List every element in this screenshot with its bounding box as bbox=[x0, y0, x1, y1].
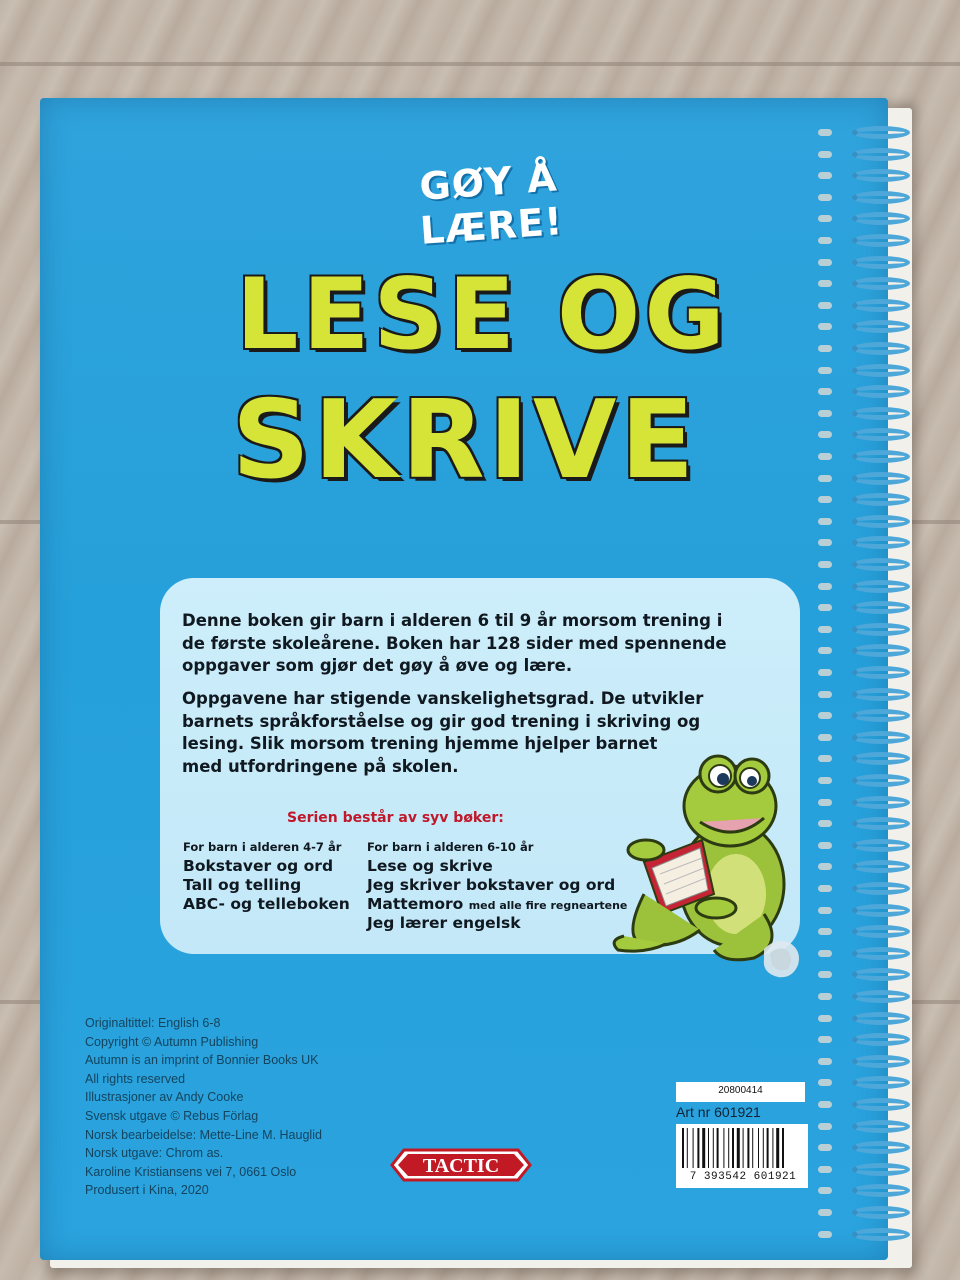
series-right-book: Lese og skrive bbox=[367, 857, 493, 875]
binding-hole bbox=[818, 1123, 832, 1130]
spiral-coil bbox=[852, 148, 910, 161]
spiral-coil bbox=[852, 191, 910, 204]
spiral-coil bbox=[852, 1206, 910, 1219]
barcode-digits: 7 393542 601921 bbox=[689, 1171, 797, 1183]
binding-hole bbox=[818, 259, 832, 266]
binding-hole bbox=[818, 323, 832, 330]
binding-hole bbox=[818, 1231, 832, 1238]
series-left-book: Tall og telling bbox=[183, 876, 302, 894]
barcode-bar bbox=[708, 1128, 709, 1168]
binding-hole bbox=[818, 237, 832, 244]
spiral-coil bbox=[852, 1012, 910, 1025]
spiral-coil bbox=[852, 364, 910, 377]
binding-hole bbox=[818, 431, 832, 438]
credit-line: All rights reserved bbox=[85, 1071, 186, 1086]
barcode-bar bbox=[747, 1128, 749, 1168]
barcode-bar bbox=[776, 1128, 779, 1168]
binding-hole bbox=[818, 734, 832, 741]
cover-title-line1: LESE OG bbox=[236, 258, 729, 372]
credits-block bbox=[85, 1014, 322, 1200]
barcode-bar bbox=[737, 1128, 740, 1168]
spiral-coil bbox=[852, 904, 910, 917]
spiral-coil bbox=[852, 947, 910, 960]
barcode-bar bbox=[763, 1128, 764, 1168]
spiral-coil bbox=[852, 1055, 910, 1068]
series-right-book: Jeg lærer engelsk bbox=[367, 914, 521, 932]
binding-hole bbox=[818, 388, 832, 395]
binding-hole bbox=[818, 971, 832, 978]
binding-hole bbox=[818, 302, 832, 309]
binding-hole bbox=[818, 172, 832, 179]
credit-line: Norsk utgave: Chrom as. bbox=[85, 1146, 224, 1161]
binding-hole bbox=[818, 647, 832, 654]
binding-hole bbox=[818, 842, 832, 849]
spiral-coil bbox=[852, 882, 910, 895]
binding-hole bbox=[818, 280, 832, 287]
spiral-coil bbox=[852, 256, 910, 269]
spiral-coil bbox=[852, 1163, 910, 1176]
worn-cover-patch bbox=[758, 935, 804, 983]
barcode-bar bbox=[732, 1128, 734, 1168]
series-left-book: ABC- og telleboken bbox=[183, 895, 350, 913]
binding-hole bbox=[818, 453, 832, 460]
barcode-bar bbox=[682, 1128, 684, 1168]
barcode-bar bbox=[717, 1128, 719, 1168]
barcode-bar bbox=[687, 1128, 688, 1168]
series-right-book-mattemoro bbox=[367, 895, 627, 913]
binding-hole bbox=[818, 712, 832, 719]
binding-hole bbox=[818, 539, 832, 546]
series-left-heading: For barn i alderen 4-7 år bbox=[183, 840, 342, 854]
series-left-book: Bokstaver og ord bbox=[183, 857, 334, 875]
barcode-icon bbox=[676, 1124, 808, 1170]
spiral-coil bbox=[852, 990, 910, 1003]
binding-hole bbox=[818, 799, 832, 806]
spiral-coil bbox=[852, 839, 910, 852]
barcode-bar bbox=[758, 1128, 759, 1168]
binding-hole bbox=[818, 1101, 832, 1108]
binding-hole bbox=[818, 950, 832, 957]
spiral-coil bbox=[852, 515, 910, 528]
credit-line: Svensk utgave © Rebus Förlag bbox=[85, 1108, 259, 1123]
binding-hole bbox=[818, 410, 832, 417]
mattemoro-note: med alle fire regneartene bbox=[468, 899, 628, 912]
barcode-bar bbox=[723, 1128, 724, 1168]
binding-hole bbox=[818, 885, 832, 892]
barcode-bar bbox=[697, 1128, 699, 1168]
credit-line: Originaltittel: English 6-8 bbox=[85, 1016, 221, 1030]
spiral-coil bbox=[852, 666, 910, 679]
binding-hole bbox=[818, 1058, 832, 1065]
binding-hole bbox=[818, 755, 832, 762]
binding-hole bbox=[818, 669, 832, 676]
credit-line: Illustrasjoner av Andy Cooke bbox=[85, 1090, 244, 1105]
barcode-bar bbox=[728, 1128, 729, 1168]
credit-line: Copyright © Autumn Publishing bbox=[85, 1034, 259, 1049]
binding-hole bbox=[818, 1187, 832, 1194]
series-right-heading: For barn i alderen 6-10 år bbox=[367, 840, 534, 854]
binding-hole bbox=[818, 496, 832, 503]
credit-line: Autumn is an imprint of Bonnier Books UK bbox=[85, 1053, 319, 1068]
spiral-coil bbox=[852, 731, 910, 744]
barcode-bar bbox=[702, 1128, 705, 1168]
binding-hole bbox=[818, 1144, 832, 1151]
description-paragraph-2: Oppgavene har stigende vanskelighetsgrad. De utvikler barnets språkforståelse og gir god trening i skriving og lesing. Slik morsom trening hjemme hjelper barnet med utfordringene på skolen. bbox=[182, 689, 704, 776]
spiral-coil bbox=[852, 1228, 910, 1241]
binding-hole bbox=[818, 215, 832, 222]
binding-hole bbox=[818, 626, 832, 633]
spiral-coil bbox=[852, 342, 910, 355]
cover-title-line2: SKRIVE bbox=[232, 378, 699, 503]
spiral-coil bbox=[852, 558, 910, 571]
tactic-logo-text: TACTIC bbox=[422, 1155, 500, 1177]
binding-hole bbox=[818, 907, 832, 914]
barcode-bar bbox=[772, 1128, 773, 1168]
binding-hole bbox=[818, 345, 832, 352]
cover-subtitle: GØY Å LÆRE! bbox=[418, 155, 565, 253]
barcode-bar bbox=[752, 1128, 753, 1168]
spiral-coil bbox=[852, 299, 910, 312]
binding-hole bbox=[818, 518, 832, 525]
binding-hole bbox=[818, 583, 832, 590]
binding-hole bbox=[818, 1015, 832, 1022]
credit-line: Produsert i Kina, 2020 bbox=[85, 1183, 209, 1198]
binding-hole bbox=[818, 561, 832, 568]
binding-hole bbox=[818, 194, 832, 201]
binding-hole bbox=[818, 820, 832, 827]
article-number: Art nr 601921 bbox=[676, 1104, 761, 1120]
binding-hole bbox=[818, 691, 832, 698]
spiral-coil bbox=[852, 580, 910, 593]
binding-hole bbox=[818, 367, 832, 374]
product-code: 20800414 bbox=[718, 1085, 763, 1096]
credit-line: Karoline Kristiansens vei 7, 0661 Oslo bbox=[85, 1164, 297, 1179]
binding-hole bbox=[818, 129, 832, 136]
binding-hole bbox=[818, 928, 832, 935]
spiral-coil bbox=[852, 1120, 910, 1133]
spiral-coil bbox=[852, 796, 910, 809]
spiral-coil bbox=[852, 774, 910, 787]
description-paragraph-1: Denne boken gir barn i alderen 6 til 9 år morsom trening i de første skoleårene. Boken har 128 sider med spennende oppgaver som gjør det gøy å øve og lære. bbox=[182, 611, 727, 675]
spiral-coil bbox=[852, 623, 910, 636]
binding-hole bbox=[818, 863, 832, 870]
binding-hole bbox=[818, 1079, 832, 1086]
barcode-bar bbox=[693, 1128, 694, 1168]
barcode-bar bbox=[782, 1128, 784, 1168]
spiral-coil bbox=[852, 472, 910, 485]
spiral-coil bbox=[852, 234, 910, 247]
barcode-bar bbox=[743, 1128, 744, 1168]
binding-hole bbox=[818, 475, 832, 482]
credit-line: Norsk bearbeidelse: Mette-Line M. Hauglid bbox=[85, 1127, 322, 1142]
binding-hole bbox=[818, 993, 832, 1000]
spiral-coil bbox=[852, 126, 910, 139]
spiral-coil bbox=[852, 450, 910, 463]
barcode-bar bbox=[713, 1128, 714, 1168]
series-right-book: Jeg skriver bokstaver og ord bbox=[367, 876, 616, 894]
spiral-coil bbox=[852, 1098, 910, 1111]
series-heading: Serien består av syv bøker: bbox=[287, 810, 504, 826]
binding-hole bbox=[818, 1036, 832, 1043]
binding-hole bbox=[818, 1209, 832, 1216]
tactic-logo bbox=[386, 1144, 536, 1186]
barcode-bar bbox=[767, 1128, 769, 1168]
binding-hole bbox=[818, 777, 832, 784]
spiral-coil bbox=[852, 407, 910, 420]
binding-hole bbox=[818, 151, 832, 158]
binding-hole bbox=[818, 604, 832, 611]
series-right-book: Mattemoro bbox=[367, 895, 464, 913]
binding-hole bbox=[818, 1166, 832, 1173]
spiral-coil bbox=[852, 688, 910, 701]
